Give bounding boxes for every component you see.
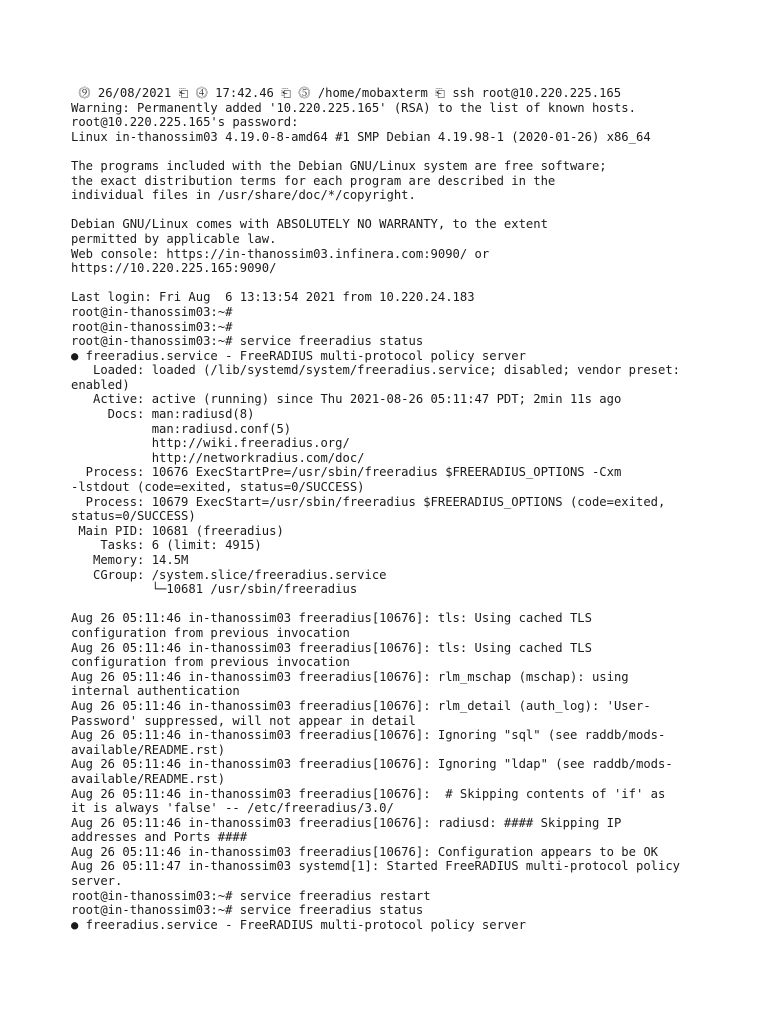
terminal-blank-line <box>71 203 751 218</box>
terminal-line: Memory: 14.5M <box>71 553 189 567</box>
terminal-blank-line <box>71 144 751 159</box>
terminal-line: Aug 26 05:11:46 in-thanossim03 freeradius[10676]: tls: Using cached TLS <box>71 611 592 626</box>
terminal-line: Loaded: loaded (/lib/systemd/system/freeradius.service; disabled; vendor preset: <box>71 363 681 378</box>
terminal-line: Active: active (running) since Thu 2021-08-26 05:11:47 PDT; 2min 11s ago <box>71 392 622 407</box>
terminal-line: man:radiusd.conf(5) <box>71 421 292 436</box>
terminal-line: it is always 'false' -- /etc/freeradius/3.0/ <box>71 801 394 816</box>
terminal-line: Aug 26 05:11:46 in-thanossim03 freeradius[10676]: # Skipping contents of 'if' as <box>71 786 666 801</box>
terminal-line: root@10.220.225.165's password: <box>71 115 299 130</box>
terminal-line: root@in-thanossim03:~# <box>71 304 233 319</box>
terminal-line: root@in-thanossim03:~# service freeradius status <box>71 903 424 918</box>
terminal-output <box>71 86 751 932</box>
terminal-line: CGroup: /system.slice/freeradius.service <box>71 567 387 582</box>
terminal-line: root@in-thanossim03:~# service freeradius restart <box>71 888 431 903</box>
terminal-line: server. <box>71 874 123 889</box>
terminal-line: configuration from previous invocation <box>71 625 350 640</box>
terminal-line: Web console: https://in-thanossim03.infinera.com:9090/ or <box>71 246 490 261</box>
terminal-line: Aug 26 05:11:46 in-thanossim03 freeradius[10676]: Configuration appears to be OK <box>71 844 658 859</box>
terminal-line: ⓽ 26/08/2021 ⎗ ⓸ 17:42.46 ⎗ ⓹ /home/mobaxterm ⎗ ssh root@10.220.225.165 <box>71 86 622 100</box>
terminal-line: permitted by applicable law. <box>71 231 277 246</box>
terminal-line: └─10681 /usr/sbin/freeradius <box>71 582 358 597</box>
terminal-line: Tasks: 6 (limit: 4915) <box>71 538 262 553</box>
terminal-line: ● freeradius.service - FreeRADIUS multi-protocol policy server <box>71 348 526 363</box>
terminal-line: Main PID: 10681 (freeradius) <box>71 523 284 538</box>
terminal-line: Aug 26 05:11:46 in-thanossim03 freeradius[10676]: Ignoring "ldap" (see raddb/mods- <box>71 757 673 772</box>
terminal-line: configuration from previous invocation <box>71 655 350 670</box>
terminal-line: Aug 26 05:11:46 in-thanossim03 freeradius[10676]: rlm_detail (auth_log): 'User- <box>71 698 651 713</box>
terminal-line: Process: 10676 ExecStartPre=/usr/sbin/freeradius $FREERADIUS_OPTIONS -Cxm <box>71 465 622 480</box>
terminal-line: Password' suppressed, will not appear in detail <box>71 713 416 728</box>
terminal-line: Docs: man:radiusd(8) <box>71 407 255 422</box>
terminal-line: Process: 10679 ExecStart=/usr/sbin/freeradius $FREERADIUS_OPTIONS (code=exited, <box>71 494 666 509</box>
terminal-line: Aug 26 05:11:46 in-thanossim03 freeradius[10676]: tls: Using cached TLS <box>71 640 592 655</box>
terminal-line: Linux in-thanossim03 4.19.0-8-amd64 #1 SMP Debian 4.19.98-1 (2020-01-26) x86_64 <box>71 129 651 144</box>
terminal-line: https://10.220.225.165:9090/ <box>71 261 277 276</box>
terminal-line: Last login: Fri Aug 6 13:13:54 2021 from 10.220.24.183 <box>71 290 475 305</box>
terminal-line: Debian GNU/Linux comes with ABSOLUTELY NO WARRANTY, to the extent <box>71 217 548 232</box>
terminal-line: ● freeradius.service - FreeRADIUS multi-protocol policy server <box>71 917 526 932</box>
terminal-line: internal authentication <box>71 684 240 699</box>
terminal-line: Aug 26 05:11:47 in-thanossim03 systemd[1]: Started FreeRADIUS multi-protocol policy <box>71 859 681 874</box>
terminal-blank-line <box>71 597 751 612</box>
terminal-line: available/README.rst) <box>71 742 226 757</box>
terminal-line: status=0/SUCCESS) <box>71 509 196 524</box>
terminal-line: Aug 26 05:11:46 in-thanossim03 freeradius[10676]: radiusd: #### Skipping IP <box>71 815 622 830</box>
terminal-line: http://wiki.freeradius.org/ <box>71 436 350 451</box>
terminal-line: enabled) <box>71 377 130 392</box>
terminal-blank-line <box>71 276 751 291</box>
terminal-line: root@in-thanossim03:~# <box>71 319 233 334</box>
terminal-line: root@in-thanossim03:~# service freeradius status <box>71 334 424 349</box>
terminal-line: Aug 26 05:11:46 in-thanossim03 freeradius[10676]: rlm_mschap (mschap): using <box>71 669 629 684</box>
terminal-line: the exact distribution terms for each program are described in the <box>71 173 556 188</box>
terminal-line: -lstdout (code=exited, status=0/SUCCESS) <box>71 480 365 495</box>
terminal-line: Warning: Permanently added '10.220.225.165' (RSA) to the list of known hosts. <box>71 100 636 115</box>
terminal-line: The programs included with the Debian GNU/Linux system are free software; <box>71 158 607 173</box>
terminal-line: individual files in /usr/share/doc/*/copyright. <box>71 188 416 203</box>
terminal-line: Aug 26 05:11:46 in-thanossim03 freeradius[10676]: Ignoring "sql" (see raddb/mods- <box>71 728 666 743</box>
terminal-line: addresses and Ports #### <box>71 830 248 845</box>
terminal-line: http://networkradius.com/doc/ <box>71 450 365 465</box>
terminal-line: available/README.rst) <box>71 771 226 786</box>
